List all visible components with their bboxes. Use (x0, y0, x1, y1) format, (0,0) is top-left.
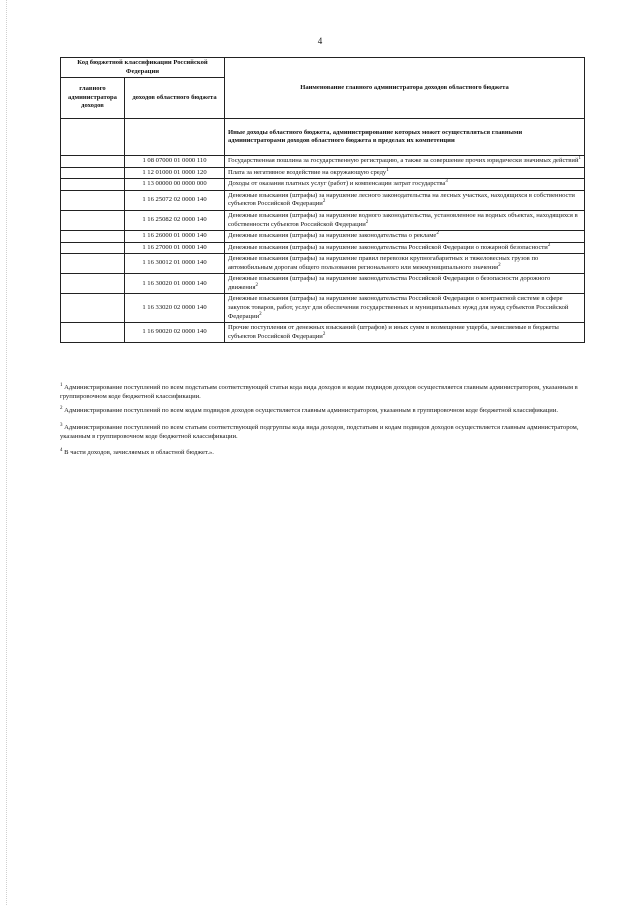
admin-cell (61, 167, 125, 179)
table-row (61, 231, 585, 243)
footnote-ref: 2 (498, 262, 501, 268)
income-code: 1 13 00000 00 0000 000 (125, 179, 225, 191)
income-name-text: Денежные взыскания (штрафы) за нарушение законодательства Российской Федерации о пожарной безопасности (228, 243, 548, 251)
footnotes (60, 384, 590, 466)
footnote-text: Администрирование поступлений по всем подстатьям соответствующей статьи кода вида доходов и кодам подвидов доходов осуществляется главным администратором, указанным в группировочном коде бюджетной классификации. (60, 384, 578, 400)
table-row (61, 167, 585, 179)
table-row (61, 190, 585, 210)
admin-cell (61, 323, 125, 343)
income-code: 1 16 27000 01 0000 140 (125, 242, 225, 254)
income-name-text: Денежные взыскания (штрафы) за нарушение водного законодательства, установленное на водных объектах, находящихся в собственности субъектов Российской Федерации (228, 211, 578, 228)
income-code: 1 16 26000 01 0000 140 (125, 231, 225, 243)
income-name (225, 294, 585, 323)
footnote-ref: 1 (386, 167, 389, 173)
footnote (60, 449, 590, 458)
income-name (225, 323, 585, 343)
scan-edge (6, 0, 7, 905)
income-name (225, 156, 585, 168)
footnote-text: Администрирование поступлений по всем кодам подвидов доходов осуществляется главным администратором, указанным в группировочном коде бюджетной классификации. (62, 406, 559, 414)
footnote-ref: 2 (365, 219, 369, 225)
income-name-text: Денежные взыскания (штрафы) за нарушение законодательства Российской Федерации о контрактной системе в сфере закупок товаров, работ, услуг для обеспечения государственных и муниципальных нужд для нужд субъектов Российской Федерации (228, 295, 569, 320)
admin-cell (61, 190, 125, 210)
income-name-text: Государственная пошлина за государственную регистрацию, а также за совершение прочих юридически значимых действий (228, 157, 579, 165)
footnote-ref: 2 (322, 331, 326, 337)
footnote (60, 384, 590, 402)
income-name (225, 274, 585, 294)
footnote-ref: 2 (259, 311, 262, 317)
income-name-text: Денежные взыскания (штрафы) за нарушение лесного законодательства на лесных участках, находящихся в собственности субъектов Российской Федерации (228, 191, 575, 208)
table-row (61, 294, 585, 323)
income-name (225, 231, 585, 243)
income-code: 1 16 25082 02 0000 140 (125, 210, 225, 230)
footnote (60, 407, 590, 416)
footnote-ref: 3 (445, 179, 448, 185)
footnote-text: В части доходов, зачисляемых в областной бюджет.». (62, 449, 214, 457)
header-group-title: Код бюджетной классификации Российской Федерации (61, 58, 225, 78)
footnote-text: Администрирование поступлений по всем статьям соответствующей подгруппы кода вида доходов, подстатьям и кодам подвидов доходов осуществляется главным администратором, указанным в группировочном коде бюджетной классификации. (60, 423, 579, 440)
footnote (60, 424, 590, 442)
income-code: 1 12 01000 01 0000 120 (125, 167, 225, 179)
footnote-mark: 2 (60, 405, 63, 411)
income-name (225, 242, 585, 254)
footnote-ref: 2 (547, 242, 551, 248)
admin-cell (61, 242, 125, 254)
admin-cell (61, 210, 125, 230)
income-name (225, 167, 585, 179)
header-col2: доходов областного бюджета (125, 78, 225, 119)
header-col3: Наименование главного администратора доходов областного бюджета (225, 58, 585, 119)
section-row (61, 119, 585, 156)
header-col1: главного администратора доходов (61, 78, 125, 119)
income-code: 1 08 07000 01 0000 110 (125, 156, 225, 168)
income-name (225, 179, 585, 191)
income-name-text: Денежные взыскания (штрафы) за нарушение законодательства о рекламе (228, 232, 437, 240)
table-row (61, 210, 585, 230)
footnote-ref: 2 (436, 230, 439, 236)
table-row (61, 274, 585, 294)
income-name-text: Плата за негативное воздействие на окружающую среду (228, 168, 387, 176)
income-code: 1 16 90020 02 0000 140 (125, 323, 225, 343)
income-name-text: Прочие поступления от денежных взысканий (штрафов) и иных сумм в возмещение ущерба, зачисляемые в бюджеты субъектов Российской Федерации (228, 324, 559, 340)
income-code: 1 16 30020 01 0000 140 (125, 274, 225, 294)
footnote-ref: 2 (322, 199, 326, 205)
footnote-ref: 2 (255, 282, 258, 288)
table-row (61, 323, 585, 343)
empty-cell (61, 119, 125, 156)
income-name-text: Доходы от оказания платных услуг (работ) и компенсации затрат государства (228, 180, 446, 188)
empty-cell (125, 119, 225, 156)
income-code: 1 16 25072 02 0000 140 (125, 190, 225, 210)
admin-cell (61, 274, 125, 294)
admin-cell (61, 231, 125, 243)
income-code: 1 16 30012 01 0000 140 (125, 254, 225, 274)
footnote-mark: 4 (60, 448, 63, 454)
admin-cell (61, 254, 125, 274)
footnote-mark: 1 (60, 382, 63, 388)
section-title: Иные доходы областного бюджета, администрирование которых может осуществляться главными администраторами доходов областного бюджета в пределах их компетенции (225, 119, 585, 156)
footnote-mark: 3 (60, 422, 63, 428)
budget-classification-table (60, 57, 585, 343)
admin-cell (61, 156, 125, 168)
footnote-ref: 1 (578, 155, 581, 161)
table-row (61, 179, 585, 191)
table-body (61, 119, 585, 343)
income-name (225, 254, 585, 274)
income-code: 1 16 33020 02 0000 140 (125, 294, 225, 323)
page-number: 4 (317, 36, 323, 46)
income-name-text: Денежные взыскания (штрафы) за нарушение законодательства Российской Федерации о безопасности дорожного движения (228, 275, 551, 291)
income-name (225, 190, 585, 210)
table-row (61, 254, 585, 274)
income-name-text: Денежные взыскания (штрафы) за нарушение правил перевозки крупногабаритных и тяжеловесных грузов по автомобильным дорогам общего пользования регионального или межмуниципального значения (228, 255, 539, 271)
table-row (61, 156, 585, 168)
admin-cell (61, 179, 125, 191)
table-row (61, 242, 585, 254)
income-name (225, 210, 585, 230)
admin-cell (61, 294, 125, 323)
